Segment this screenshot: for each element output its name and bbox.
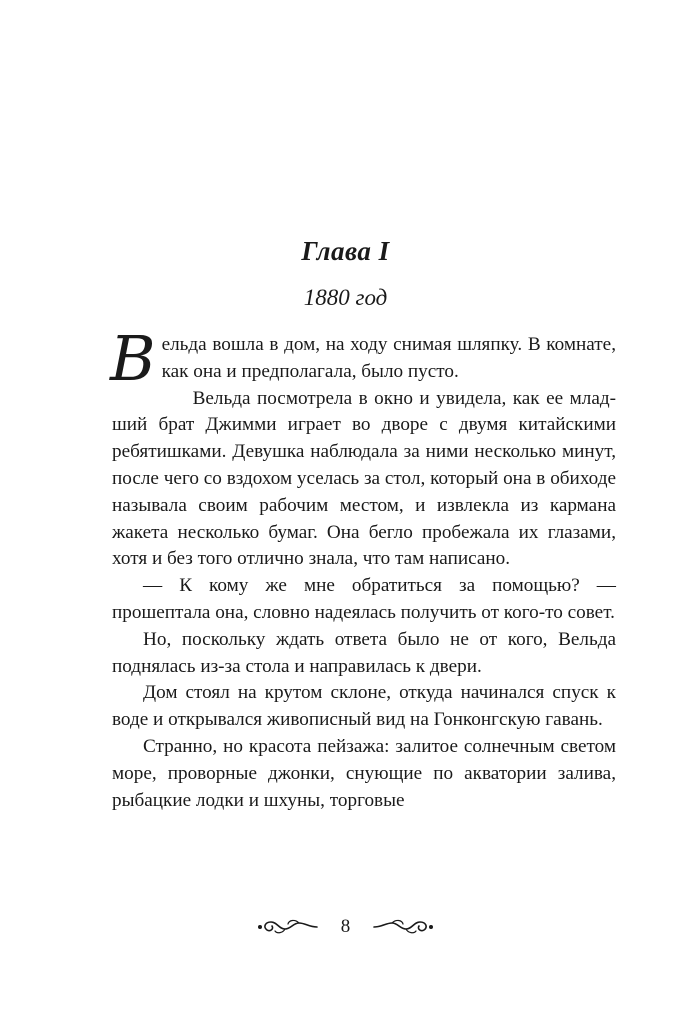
paragraph-5: Дом стоял на крутом склоне, откуда начинался спуск к воде и открывался живописный вид на Гонконгскую гавань.: [112, 682, 616, 731]
body-text: [110, 322, 616, 814]
paragraph-4: Но, поскольку ждать ответа было не от кого, Вельда поднялась из-за стола и направилась к двери.: [112, 628, 616, 677]
chapter-subtitle: 1880 год: [303, 285, 388, 310]
chapter-title: Глава I: [301, 236, 390, 266]
flourish-left-icon: [255, 917, 319, 937]
page-footer: [0, 912, 691, 942]
paragraph-1-text: ельда вошла в дом, на ходу снимая шляпку. В комнате, как она и предполагала, было пусто.: [161, 334, 616, 382]
drop-cap: В: [110, 322, 156, 395]
paragraph-1: [110, 322, 616, 395]
page-number: 8: [340, 916, 351, 937]
flourish-right-icon: [372, 917, 436, 937]
paragraph-2: Вельда посмотрела в окно и увидела, как ее младший брат Джимми играет во дворе с двумя китайскими ребятишками. Девушка наблюдала за ними несколько минут, после чего со вздохом уселась за стол, который она в обиходе называла своим рабочим местом, и извлекла из кармана жакета несколько бумаг. Она бегло пробежала их глазами, хотя и без того отлично знала, что там написано.: [112, 387, 616, 570]
paragraph-6: Странно, но красота пейзажа: залитое солнечным светом море, проворные джонки, снующие по акватории залива, рыбацкие лодки и шхуны, торговые: [112, 735, 616, 811]
paragraph-3: — К кому же мне обратиться за помощью? — прошептала она, словно надеялась получить от кого-то совет.: [112, 575, 616, 623]
